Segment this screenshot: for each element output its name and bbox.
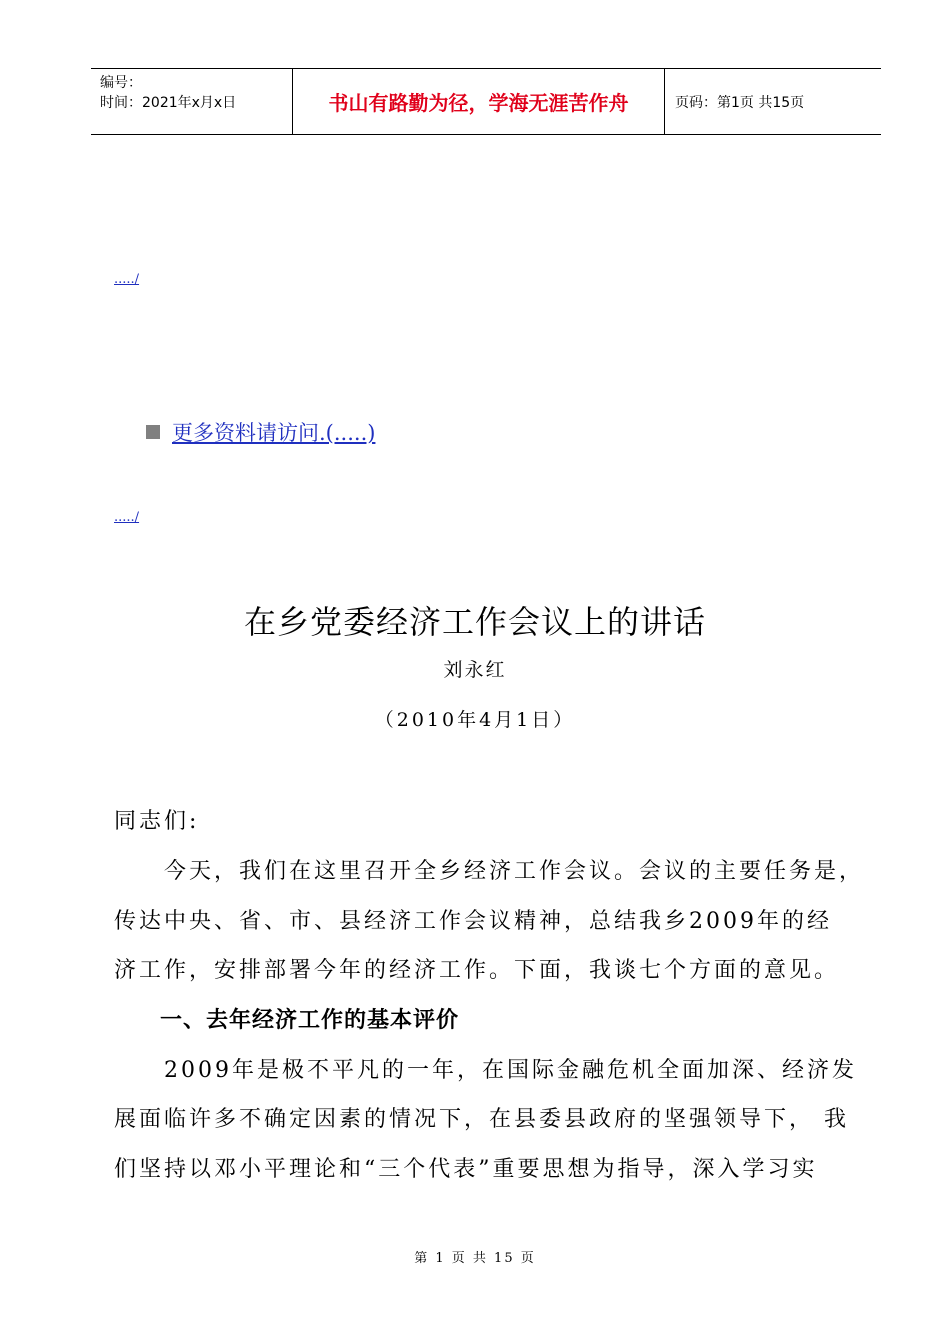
section-heading: 一、去年经济工作的基本评价 — [114, 1008, 460, 1033]
paragraph-line: 济工作，安排部署今年的经济工作。下面，我谈七个方面的意见。 — [114, 958, 840, 983]
square-bullet-icon — [146, 425, 160, 439]
paragraph-line: 传达中央、省、市、县经济工作会议精神，总结我乡2009年的经 — [114, 909, 832, 934]
header-meta — [91, 69, 293, 134]
motto-text: 书山有路勤为径，学海无涯苦作舟 — [328, 91, 629, 115]
page-footer: 第 1 页 共 15 页 — [414, 1251, 536, 1266]
paragraph-line: 展面临许多不确定因素的情况下，在县委县政府的坚强领导下， 我 — [114, 1107, 849, 1132]
more-info-link[interactable]: 更多资料请访问.(.....) — [172, 421, 376, 445]
document-date: （2010年4月1日） — [374, 709, 576, 731]
paragraph-line: 今天，我们在这里召开全乡经济工作会议。会议的主要任务是， — [114, 859, 865, 884]
time-label: 时间：2021年x月x日 — [100, 95, 237, 111]
top-dots-link[interactable]: ...../ — [114, 272, 140, 287]
page-info-text: 页码：第1页 共15页 — [675, 94, 805, 111]
more-info-row — [146, 417, 375, 447]
bottom-dots-link[interactable]: ...../ — [114, 510, 140, 525]
paragraph-line: 们坚持以邓小平理论和“三个代表”重要思想为指导，深入学习实 — [114, 1157, 818, 1182]
header-motto — [293, 69, 665, 134]
document-title: 在乡党委经济工作会议上的讲话 — [243, 603, 706, 641]
document-author: 刘永红 — [443, 659, 507, 681]
number-label: 编号： — [100, 75, 142, 91]
document-header — [91, 68, 881, 135]
header-page-info — [665, 69, 881, 134]
paragraph-line: 2009年是极不平凡的一年，在国际金融危机全面加深、经济发 — [114, 1058, 857, 1083]
salutation: 同志们: — [114, 809, 200, 834]
